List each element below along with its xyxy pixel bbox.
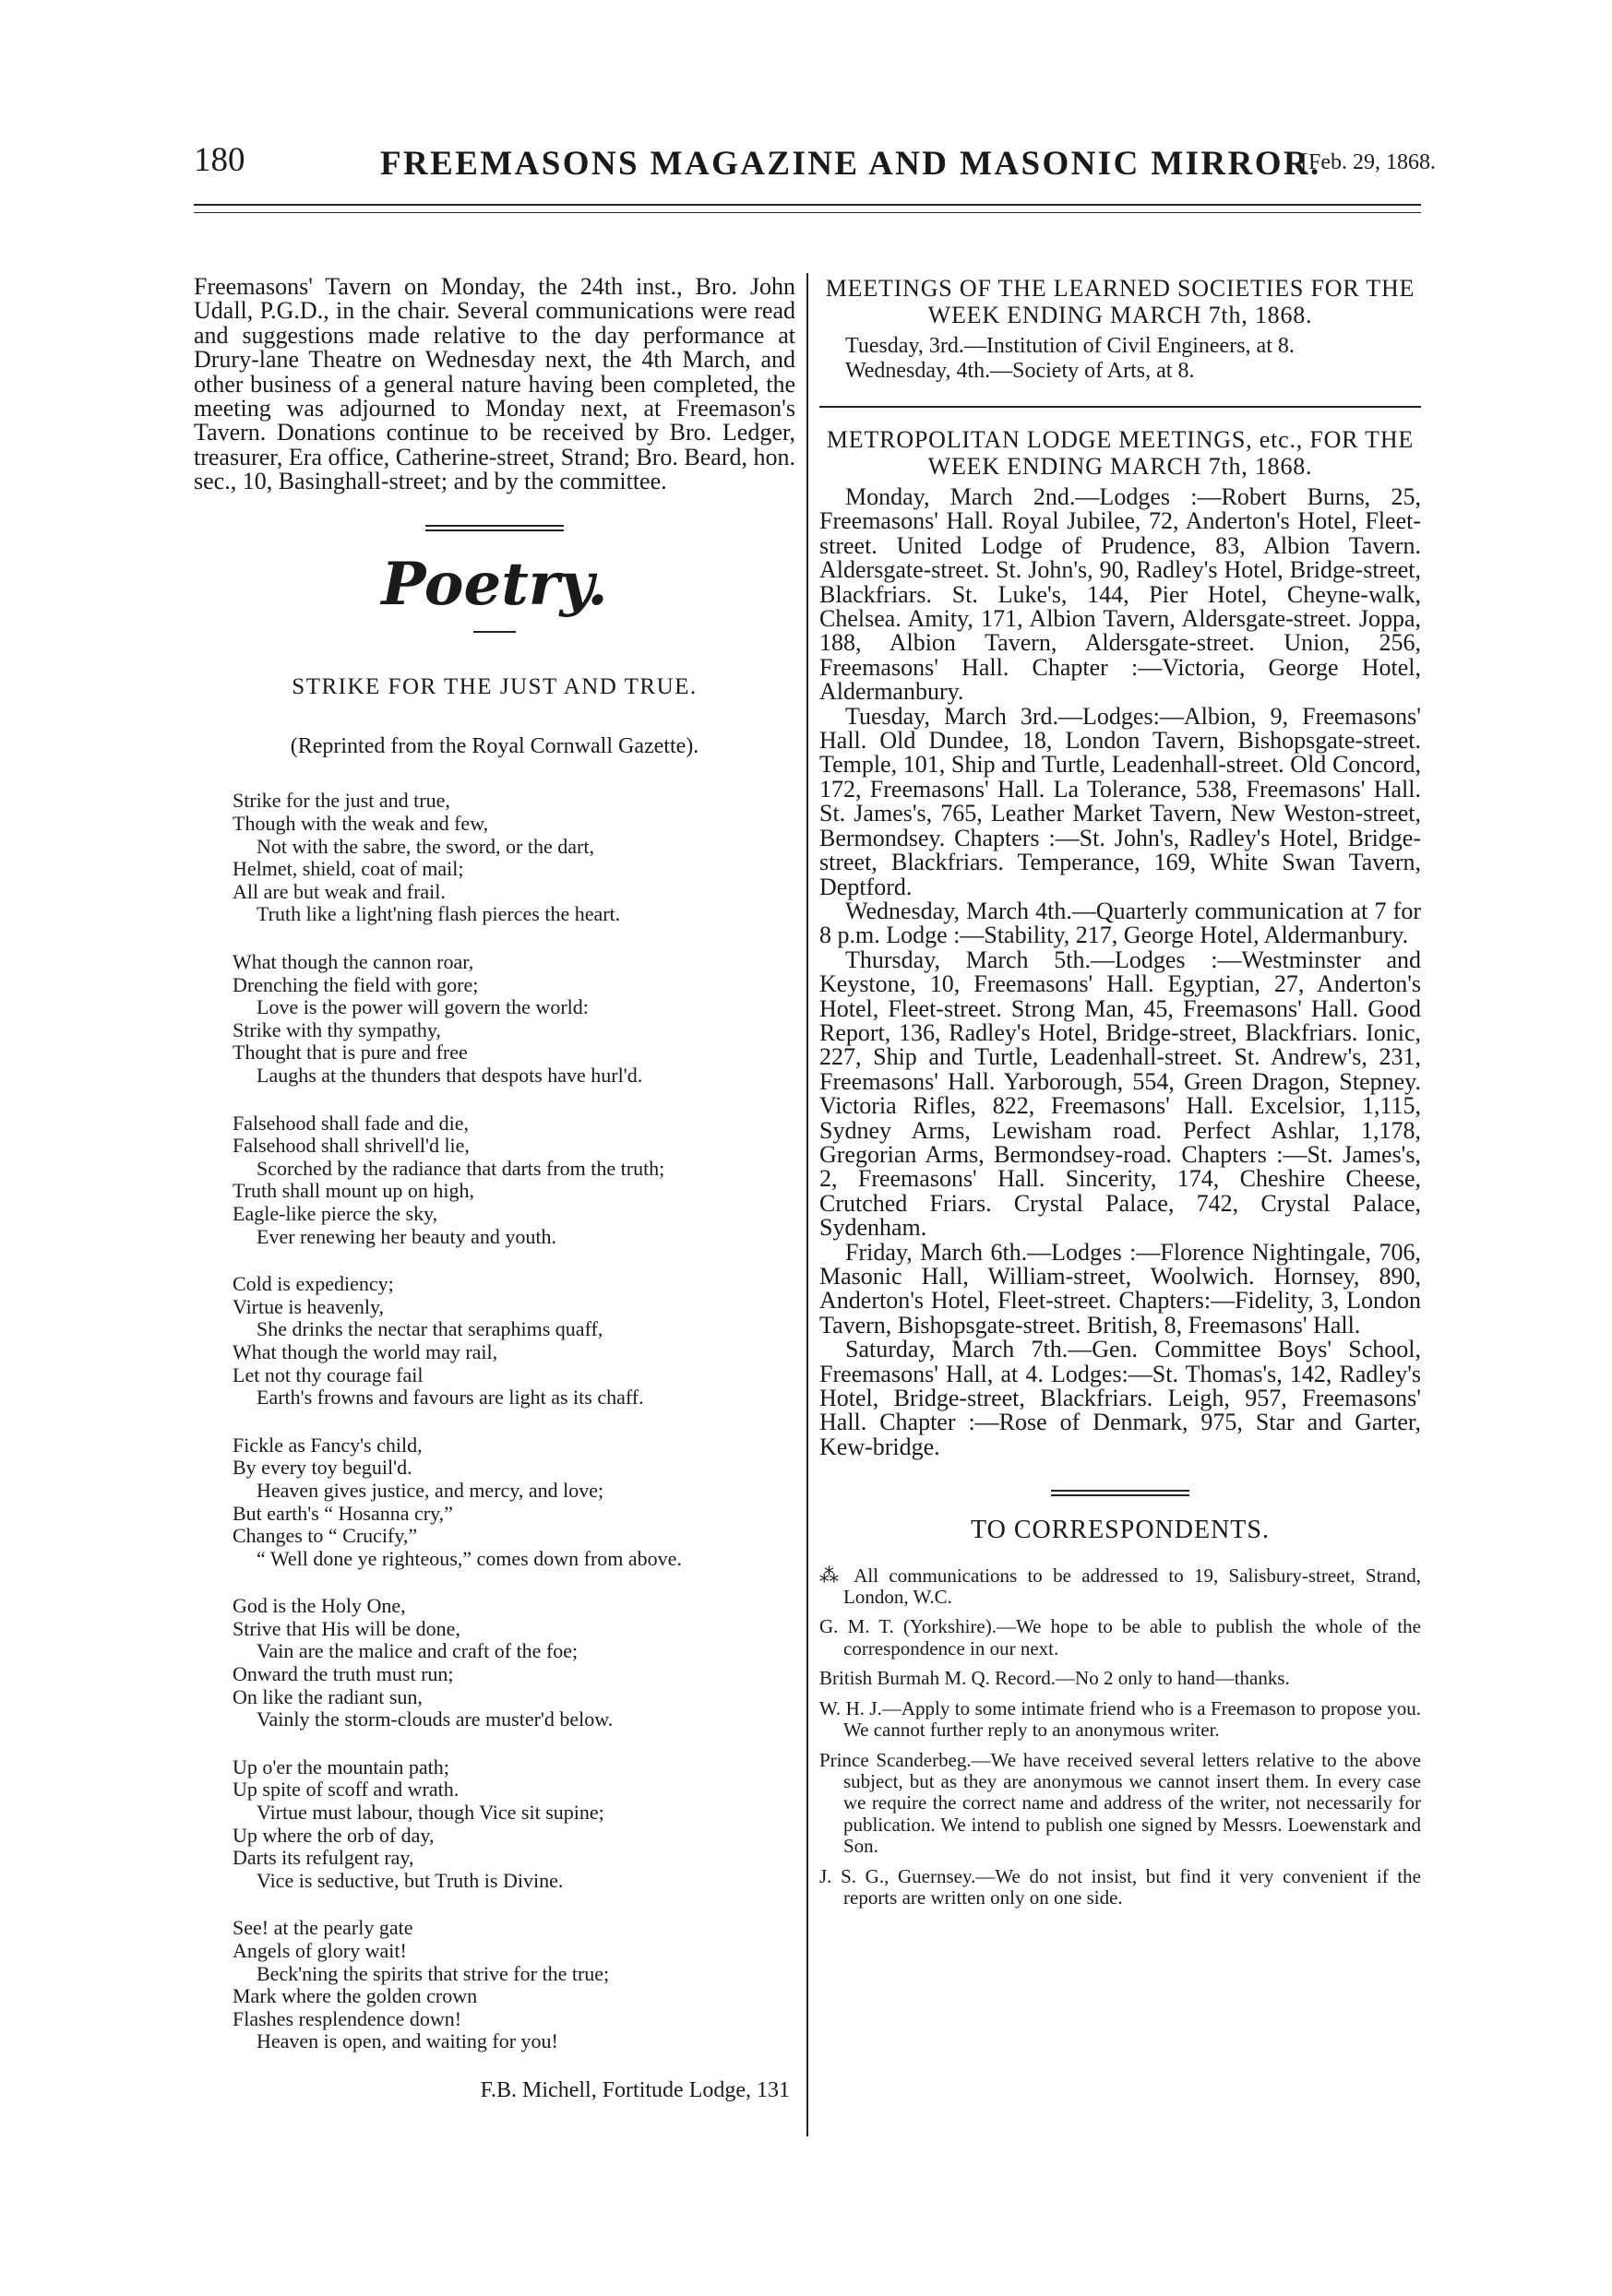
lodge-meeting-day: Monday, March 2nd.—Lodges :—Robert Burns, 25, Freemasons' Hall. Royal Jubilee, 72, Anderton's Hotel, Fleet-street. United Lodge of Prudence, 83, Albion Tavern. Aldersgate-street. St. John's, 90, Radley's Hotel, Bridge-street, Blackfriars. St. Luke's, 144, Pier Hotel, Cheyne-walk, Chelsea. Amity, 171, Albion Tavern, Aldersgate-street. Joppa, 188, Albion Tavern, Aldersgate-street. Union, 256, Freemasons' Hall. Chapter :—Victoria, George Hotel, Aldermanbury. [819, 483, 1421, 706]
section-divider-ornament [1051, 1490, 1189, 1496]
poem-line: Falsehood shall fade and die, [233, 1111, 469, 1135]
metropolitan-lodges-list [819, 485, 1421, 1459]
poem-line: Up where the orb of day, [233, 1823, 435, 1847]
poem-stanza [233, 1273, 795, 1410]
poem-line: Vice is seductive, but Truth is Divine. [257, 1868, 564, 1892]
masthead-title: FREEMASONS MAGAZINE AND MASONIC MIRROR. [380, 145, 1321, 183]
poem-line: Onward the truth must run; [233, 1662, 454, 1686]
lodge-meeting-day: Thursday, March 5th.—Lodges :—Westminster and Keystone, 10, Freemasons' Hall. Egyptian, 27, Anderton's Hotel, Fleet-street. Strong Man, 45, Freemasons' Hall. Good Report, 136, Radley's Hotel, Bridge-street, Blackfriars. Ionic, 227, Ship and Turtle, Leadenhall-street. St. Andrew's, 231, Freemasons' Hall. Yarborough, 554, Green Dragon, Stepney. Victoria Rifles, 822, Freemasons' Hall. Excelsior, 1,115, Sydney Arms, Lewisham road. Perfect Ashlar, 1,178, Gregorian Arms, Bermondsey-road. Chapters :—St. James's, 2, Freemasons' Hall. Sincerity, 174, Cheshire Cheese, Crutched Friars. Crystal Palace, 742, Crystal Palace, Sydenham. [819, 946, 1421, 1242]
poem-line: Beck'ning the spirits that strive for the true; [257, 1961, 610, 1985]
poem-line: Vain are the malice and craft of the foe; [257, 1639, 579, 1663]
poem-line: Drenching the field with gore; [233, 972, 479, 996]
poem-line: Heaven gives justice, and mercy, and love; [257, 1478, 604, 1502]
poem-line: Earth's frowns and favours are light as its chaff. [257, 1386, 644, 1410]
poetry-heading-rule [473, 631, 516, 633]
correspondent-note: J. S. G., Guernsey.—We do not insist, but find it very convenient if the reports are written only on one side. [819, 1864, 1421, 1909]
poem-line: Strive that His will be done, [233, 1616, 460, 1640]
poem-line: Virtue is heavenly, [233, 1294, 385, 1318]
poem-line: See! at the pearly gate [233, 1916, 413, 1940]
poem-line: “ Well done ye righteous,” comes down from above. [257, 1546, 682, 1570]
poem-line: Thought that is pure and free [233, 1041, 468, 1065]
learned-societies-heading: MEETINGS OF THE LEARNED SOCIETIES FOR THE WEEK ENDING MARCH 7th, 1868. [825, 275, 1415, 328]
intro-paragraph: Freemasons' Tavern on Monday, the 24th inst., Bro. John Udall, P.G.D., in the chair. Several communications were read and suggestions made relative to the day performance at Drury-lane Theatre on Wednesday next, the 4th March, and other business of a general nature having been completed, the meeting was adjourned to Monday next, at Freemason's Tavern. Donations continue to be received by Bro. Ledger, treasurer, Era office, Catherine-street, Strand; Bro. Beard, hon. sec., 10, Basinghall-street; and by the committee. [194, 273, 795, 495]
poem-line: Helmet, shield, coat of mail; [233, 857, 464, 881]
poem-line: Cold is expediency; [233, 1272, 394, 1296]
lodge-meeting-day: Friday, March 6th.—Lodges :—Florence Nightingale, 706, Masonic Hall, William-street, Woolwich. Hornsey, 890, Anderton's Hotel, Fleet-street. Chapters:—Fidelity, 3, London Tavern, Bishopsgate-street. British, 8, Freemasons' Hall. [819, 1238, 1421, 1338]
correspondent-note: British Burmah M. Q. Record.—No 2 only to hand—thanks. [819, 1667, 1290, 1690]
poem-line: God is the Holy One, [233, 1594, 406, 1618]
poem-line: By every toy beguil'd. [233, 1456, 412, 1480]
poem-signature: F.B. Michell, Fortitude Lodge, 131 [480, 2077, 790, 2102]
correspondent-note: ⁂ All communications to be addressed to 19, Salisbury-street, Strand, London, W.C. [819, 1564, 1421, 1609]
poem-line: Vainly the storm-clouds are muster'd below. [257, 1707, 614, 1731]
poem-line: On like the radiant sun, [233, 1684, 423, 1708]
poem-line: Angels of glory wait! [233, 1939, 407, 1962]
poem-line: Scorched by the radiance that darts from the truth; [257, 1156, 665, 1180]
poem-line: Strike for the just and true, [233, 789, 450, 813]
left-column [194, 275, 795, 2102]
poem-line: Truth shall mount up on high, [233, 1179, 474, 1203]
learned-society-meeting: Wednesday, 4th.—Society of Arts, at 8. [845, 359, 1195, 383]
poem-line: But earth's “ Hosanna cry,” [233, 1501, 453, 1525]
poem-line: Love is the power will govern the world: [257, 995, 589, 1019]
issue-date: [Feb. 29, 1868. [1301, 150, 1436, 174]
poem-line: Flashes resplendence down! [233, 2006, 462, 2030]
lodge-meeting-day: Saturday, March 7th.—Gen. Committee Boys' School, Freemasons' Hall, at 4. Lodges:—St. Thomas's, 142, Radley's Hotel, Bridge-street, Blackfriars. Leigh, 957, Freemasons' Hall. Chapter :—Rose of Denmark, 975, Star and Garter, Kew-bridge. [819, 1336, 1421, 1460]
poem-title: STRIKE FOR THE JUST AND TRUE. [292, 673, 698, 699]
poem-line: Let not thy courage fail [233, 1362, 424, 1386]
header-rule-bottom [194, 212, 1421, 213]
poem-body [194, 790, 795, 2053]
poem-line: What though the world may rail, [233, 1339, 498, 1363]
poem-line: What though the cannon roar, [233, 950, 474, 974]
poem-line: Truth like a light'ning flash pierces the heart. [257, 902, 621, 926]
poem-line: Changes to “ Crucify,” [233, 1524, 418, 1548]
poem-stanza [233, 951, 795, 1088]
poem-line: Eagle-like pierce the sky, [233, 1201, 438, 1225]
correspondents-list [819, 1565, 1421, 1909]
learned-societies-list [819, 334, 1421, 384]
correspondent-note: Prince Scanderbeg.—We have received several letters relative to the above subject, but as they are anonymous we cannot insert them. In every case we require the correct name and address of the writer, not necessarily for publication. We intend to publish one signed by Messrs. Loewenstark and Son. [819, 1748, 1421, 1858]
poem-line: Virtue must labour, though Vice sit supine; [257, 1801, 604, 1825]
correspondents-heading: TO CORRESPONDENTS. [971, 1516, 1270, 1545]
poem-line: Falsehood shall shrivell'd lie, [233, 1134, 470, 1158]
right-column [819, 275, 1421, 1917]
poem-line: Darts its refulgent ray, [233, 1846, 414, 1870]
poem-stanza [233, 1756, 795, 1893]
poem-stanza [233, 1595, 795, 1731]
poem-line: Fickle as Fancy's child, [233, 1433, 423, 1457]
poem-line: Strike with thy sympathy, [233, 1017, 441, 1041]
section-divider-ornament [425, 525, 564, 531]
poetry-heading: Poetry. [381, 549, 608, 619]
poem-line: Laughs at the thunders that despots have hurl'd. [257, 1064, 643, 1087]
poem-stanza [233, 790, 795, 926]
poem-line: Heaven is open, and waiting for you! [257, 2029, 558, 2053]
page-number: 180 [194, 141, 245, 179]
learned-society-meeting: Tuesday, 3rd.—Institution of Civil Engineers, at 8. [845, 334, 1295, 358]
correspondent-note: W. H. J.—Apply to some intimate friend who is a Freemason to propose you. We cannot further reply to an anonymous writer. [819, 1696, 1421, 1742]
poem-line: Not with the sabre, the sword, or the dart, [257, 834, 594, 858]
poem-stanza [233, 1112, 795, 1249]
poem-line: Though with the weak and few, [233, 812, 489, 836]
poem-line: She drinks the nectar that seraphims quaff, [257, 1317, 603, 1341]
section-rule [819, 406, 1421, 408]
poem-stanza [233, 1917, 795, 2053]
poem-line: Mark where the golden crown [233, 1984, 478, 2008]
poem-line: Up spite of scoff and wrath. [233, 1778, 460, 1802]
correspondent-note: G. M. T. (Yorkshire).—We hope to be able to publish the whole of the correspondence in our next. [819, 1615, 1421, 1660]
poem-line: All are but weak and frail. [233, 879, 446, 903]
lodge-meeting-day: Tuesday, March 3rd.—Lodges:—Albion, 9, Freemasons' Hall. Old Dundee, 18, London Tavern, Bishopsgate-street. Temple, 101, Ship and Turtle, Leadenhall-street. Old Concord, 172, Freemasons' Hall. La Tolerance, 538, Freemasons' Hall. St. James's, 765, Leather Market Tavern, New Weston-street, Bermondsey. Chapters :—St. John's, Radley's Hotel, Bridge-street, Blackfriars. Temperance, 169, White Swan Tavern, Deptford. [819, 702, 1421, 900]
lodge-meeting-day: Wednesday, March 4th.—Quarterly communication at 7 for 8 p.m. Lodge :—Stability, 217, George Hotel, Aldermanbury. [819, 897, 1421, 949]
column-divider [806, 273, 808, 2136]
header-rule-top [194, 204, 1421, 206]
poem-stanza [233, 1434, 795, 1571]
metropolitan-lodges-heading: METROPOLITAN LODGE MEETINGS, etc., FOR THE WEEK ENDING MARCH 7th, 1868. [826, 426, 1415, 480]
poem-line: Up o'er the mountain path; [233, 1755, 449, 1779]
poem-source: (Reprinted from the Royal Cornwall Gazette). [290, 734, 699, 759]
poem-line: Ever renewing her beauty and youth. [257, 1224, 556, 1248]
